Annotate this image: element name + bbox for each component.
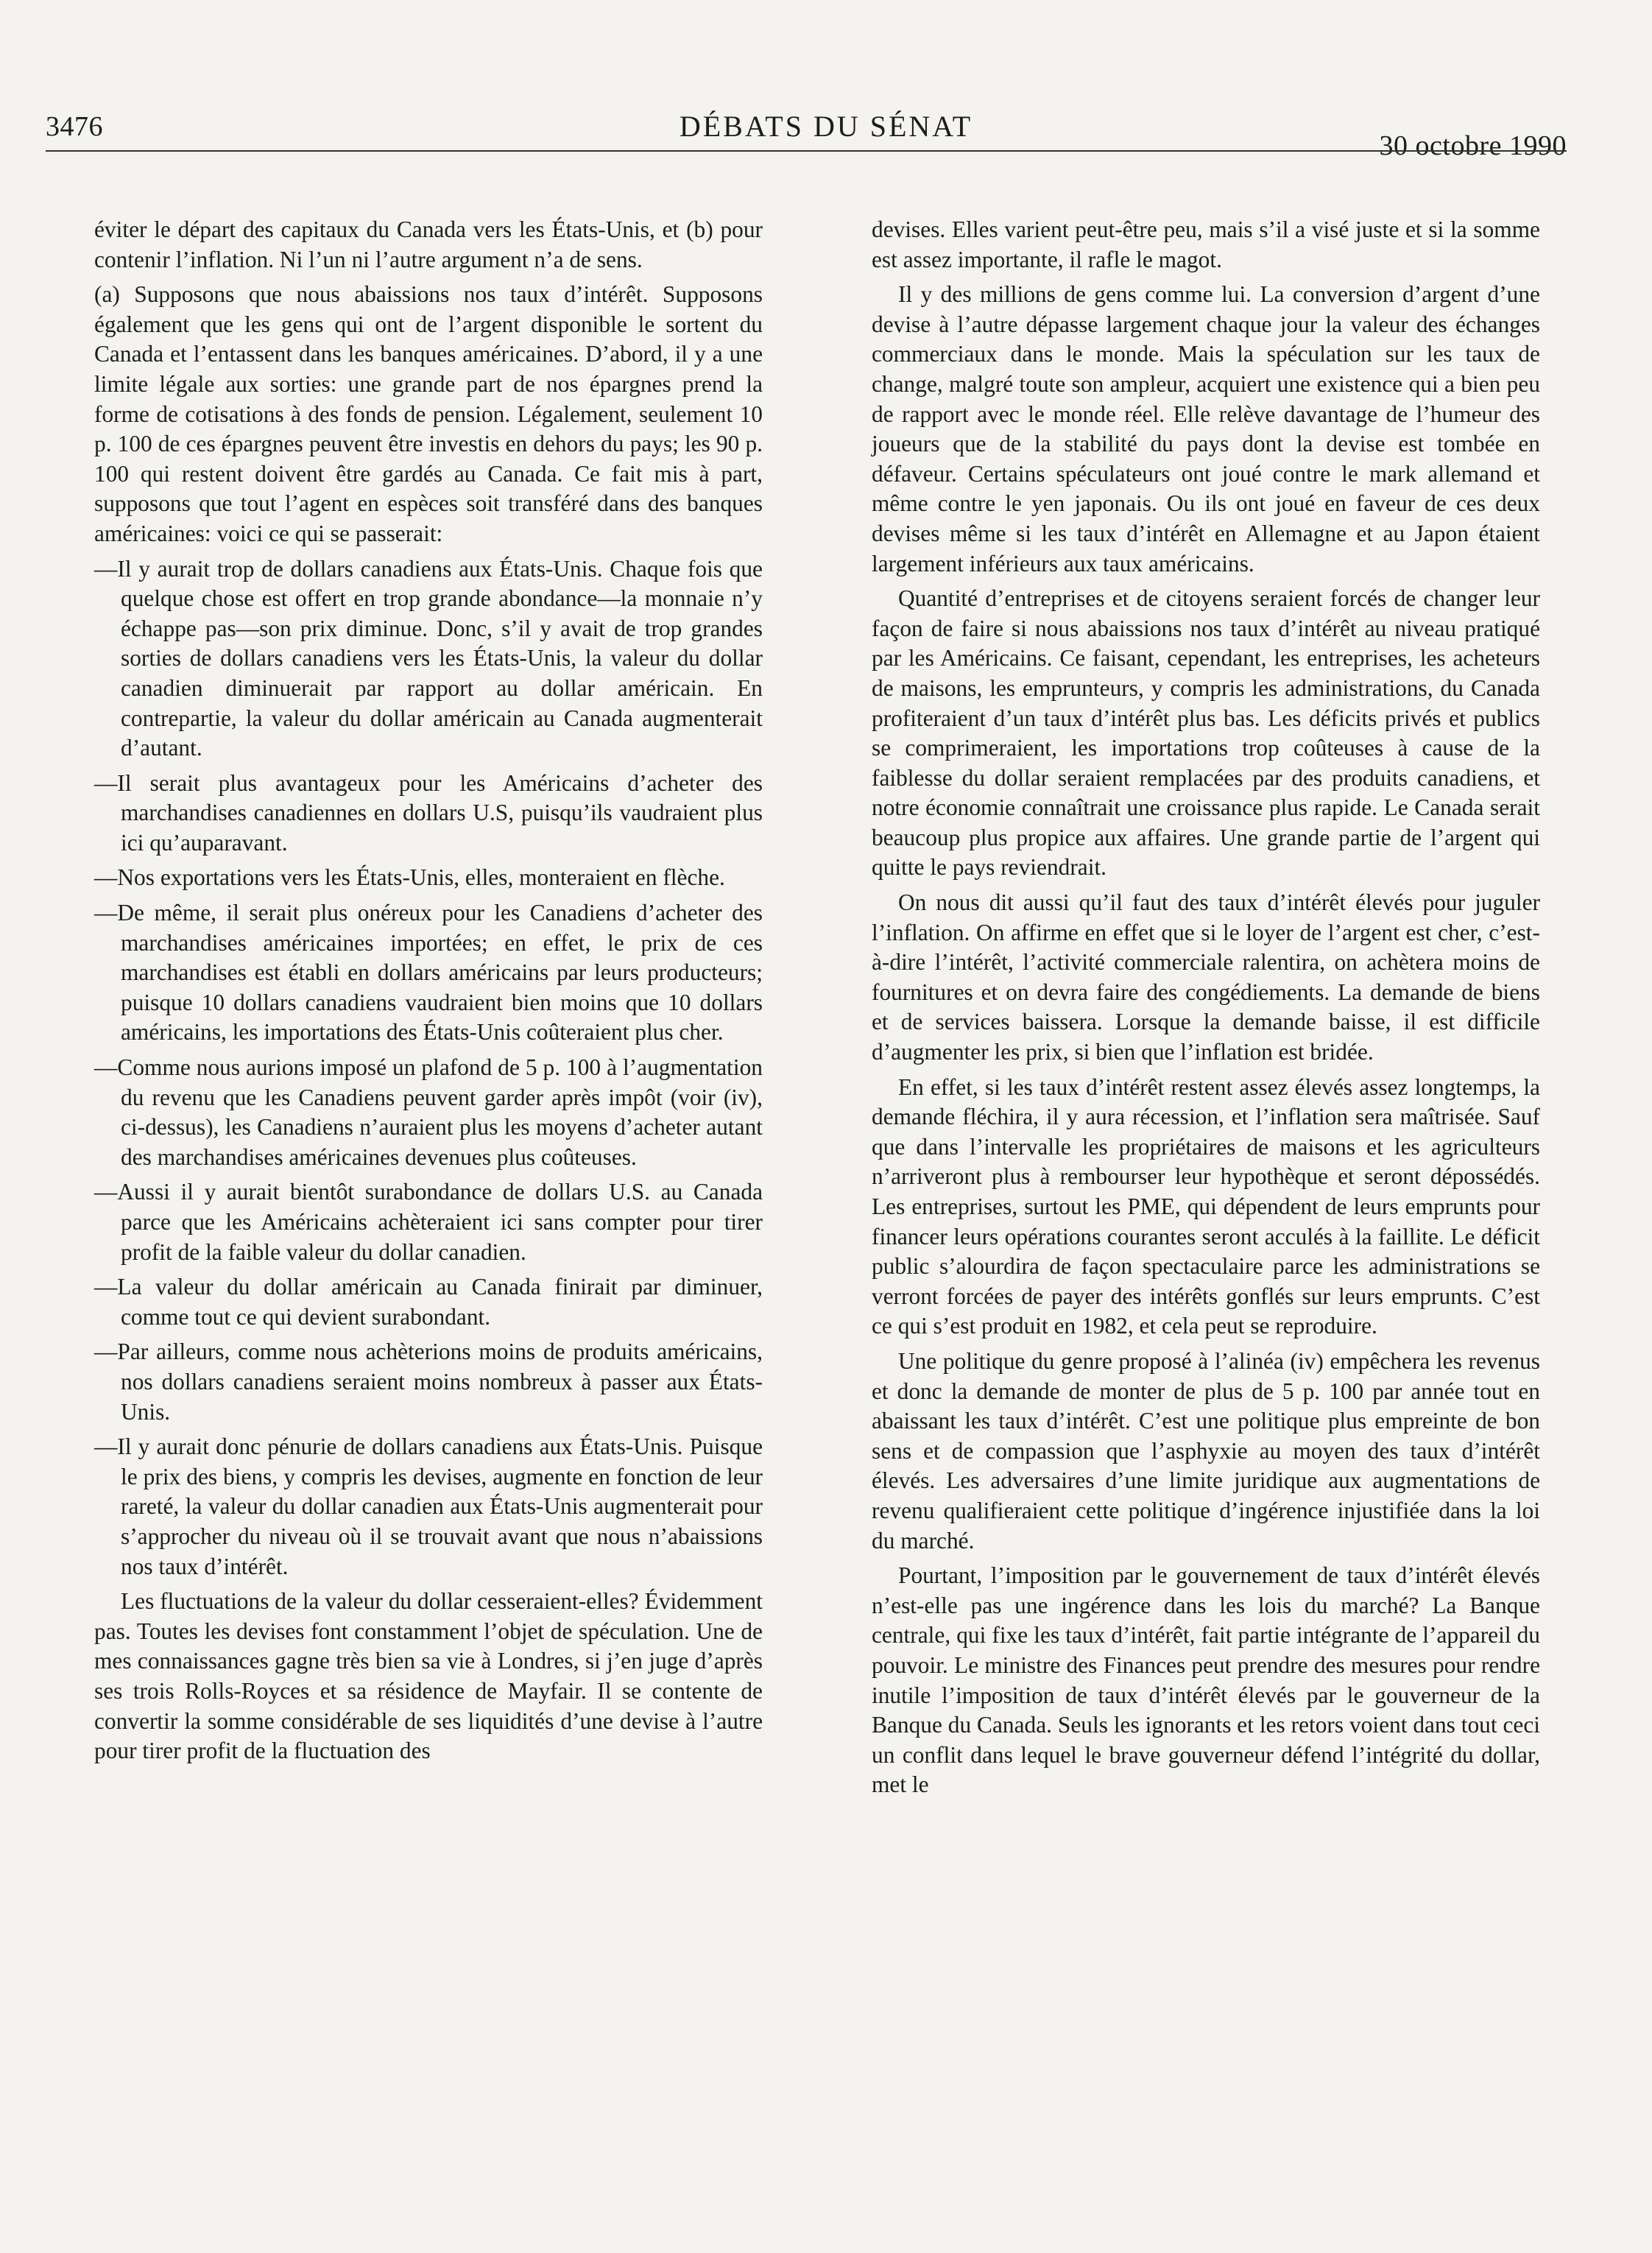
header-rule (46, 150, 1567, 152)
paragraph: (a) Supposons que nous abaissions nos taux d’intérêt. Supposons également que les gens qui ont de l’argent disponible le sortent du Canada et l’entassent dans les banques américaines. D’abord, il y a une limite légale aux sorties: une grande part de nos épargnes prend la forme de cotisations à des fonds de pension. Légalement, seulement 10 p. 100 de ces épargnes peuvent être investis en dehors du pays; les 90 p. 100 qui restent doivent être gardés au Canada. Ce fait mis à part, supposons que tout l’agent en espèces soit transféré dans des banques américaines: voici ce qui se passerait: (94, 281, 763, 546)
dash-item: —Comme nous aurions imposé un plafond de 5 p. 100 à l’augmentation du revenu que les Canadiens peuvent garder après impôt (voir (iv), ci-dessus), les Canadiens n’auraient plus les moyens d’acheter autant des marchandises américaines devenues plus coûteuses. (94, 1054, 763, 1170)
right-column (872, 215, 1540, 1800)
page-date: 30 octobre 1990 (1379, 130, 1567, 161)
dash-item: —La valeur du dollar américain au Canada finirait par diminuer, comme tout ce qui devient surabondant. (94, 1274, 763, 1330)
dash-item: —De même, il serait plus onéreux pour les Canadiens d’acheter des marchandises américaines importées; en effet, le prix de ces marchandises est établi en dollars américains par leurs producteurs; puisque 10 dollars canadiens vaudraient bien moins que 10 dollars américains, les importations des États-Unis coûteraient plus cher. (94, 900, 763, 1046)
page-title: DÉBATS DU SÉNAT (679, 110, 973, 143)
dash-item: —Il serait plus avantageux pour les Américains d’acheter des marchandises canadiennes en dollars U.S, puisqu’ils vaudraient plus ici qu’auparavant. (94, 769, 763, 856)
dash-item: —Nos exportations vers les États-Unis, elles, monteraient en flèche. (94, 864, 725, 891)
paragraph: Une politique du genre proposé à l’alinéa (iv) empêchera les revenus et donc la demande de monter de plus de 5 p. 100 par année tout en abaissant les taux d’intérêt. C’est une politique plus empreinte de bon sens et de compassion que l’asphyxie au moyen des taux d’intérêt élevés. Les adversaires d’une limite juridique aux augmentations de revenu qualifieraient cette politique d’ingérence injustifiée dans la loi du marché. (872, 1347, 1540, 1554)
dash-item: —Par ailleurs, comme nous achèterions moins de produits américains, nos dollars canadiens seraient moins nombreux à passer aux États-Unis. (94, 1339, 763, 1425)
paragraph: Pourtant, l’imposition par le gouvernement de taux d’intérêt élevés n’est-elle pas une ingérence dans les lois du marché? La Banque centrale, qui fixe les taux d’intérêt, fait partie intégrante de l’appareil du pouvoir. Le ministre des Finances peut prendre des mesures pour rendre inutile l’imposition de taux d’intérêt élevés par le gouverneur de la Banque du Canada. Seuls les ignorants et les retors voient dans tout ceci un conflit dans lequel le brave gouverneur défend l’intégrité du dollar, met le (872, 1562, 1540, 1798)
paragraph: éviter le départ des capitaux du Canada vers les États-Unis, et (b) pour contenir l’inflation. Ni l’un ni l’autre argument n’a de sens. (94, 216, 763, 272)
dash-item: —Il y aurait trop de dollars canadiens aux États-Unis. Chaque fois que quelque chose est offert en trop grande abondance—la monnaie n’y échappe pas—son prix diminue. Donc, s’il y avait de trop grandes sorties de dollars canadiens vers les États-Unis, la valeur du dollar canadien diminuerait par rapport au dollar américain. En contrepartie, la valeur du dollar américain au Canada augmenterait d’autant. (94, 555, 763, 761)
paragraph: On nous dit aussi qu’il faut des taux d’intérêt élevés pour juguler l’inflation. On affirme en effet que si le loyer de l’argent est cher, c’est-à-dire l’intérêt, l’activité commerciale ralentira, on achètera moins de fournitures et on devra faire des congédiements. La demande de biens et de services baissera. Lorsque la demande baisse, il est difficile d’augmenter les prix, si bien que l’inflation est bridée. (872, 889, 1540, 1065)
page-number: 3476 (46, 111, 103, 142)
paragraph: En effet, si les taux d’intérêt restent assez élevés assez longtemps, la demande fléchira, il y aura récession, et l’inflation sera maîtrisée. Sauf que dans l’intervalle les propriétaires de maisons et les agriculteurs n’arriveront plus à rembourser leur hypothèque et seront dépossédés. Les entreprises, surtout les PME, qui dépendent de leurs emprunts pour financer leurs opérations courantes seront acculés à la faillite. Le déficit public s’alourdira de façon spectaculaire parce les administrations se verront forcées de payer des intérêts gonflés sur leurs emprunts. C’est ce qui s’est produit en 1982, et cela peut se reproduire. (872, 1073, 1540, 1339)
paragraph: devises. Elles varient peut-être peu, mais s’il a visé juste et si la somme est assez importante, il rafle le magot. (872, 216, 1540, 272)
dash-item: —Il y aurait donc pénurie de dollars canadiens aux États-Unis. Puisque le prix des biens, y compris les devises, augmente en fonction de leur rareté, la valeur du dollar canadien aux États-Unis augmenterait pour s’approcher du niveau où il se trouvait avant que nous n’abaissions nos taux d’intérêt. (94, 1434, 763, 1579)
dash-item: —Aussi il y aurait bientôt surabondance de dollars U.S. au Canada parce que les Américains achèteraient ici sans compter pour tirer profit de la faible valeur du dollar canadien. (94, 1179, 763, 1265)
paragraph: Il y des millions de gens comme lui. La conversion d’argent d’une devise à l’autre dépasse largement chaque jour la valeur des échanges commerciaux dans le monde. Mais la spéculation sur les taux de change, malgré toute son ampleur, acquiert une existence qui a bien peu de rapport avec le monde réel. Elle relève davantage de l’humeur des joueurs que de la stabilité du pays dont la devise est tombée en défaveur. Certains spéculateurs ont joué contre le mark allemand et même contre le yen japonais. Ou ils ont joué en faveur de ces deux devises même si les taux d’intérêt en Allemagne et au Japon étaient largement inférieurs aux taux américains. (872, 281, 1540, 577)
paragraph: Quantité d’entreprises et de citoyens seraient forcés de changer leur façon de faire si nous abaissions nos taux d’intérêt au niveau pratiqué par les Américains. Ce faisant, cependant, les entreprises, les acheteurs de maisons, les emprunteurs, y compris les administrations, du Canada profiteraient d’un taux d’intérêt plus bas. Les déficits privés et publics se comprimeraient, les importations trop coûteuses à cause de la faiblesse du dollar seraient remplacées par des produits canadiens, et notre économie connaîtrait une croissance plus rapide. Le Canada serait beaucoup plus propice aux affaires. Une grande partie de l’argent qui quitte le pays reviendrait. (872, 585, 1540, 881)
left-column (94, 215, 763, 1766)
paragraph: Les fluctuations de la valeur du dollar cesseraient-elles? Évidemment pas. Toutes les devises font constamment l’objet de spéculation. Une de mes connaissances gagne très bien sa vie à Londres, si j’en juge d’après ses trois Rolls-Royces et sa résidence de Mayfair. Il se contente de convertir la somme considérable de ses liquidités d’une devise à l’autre pour tirer profit de la fluctuation des (94, 1588, 763, 1764)
